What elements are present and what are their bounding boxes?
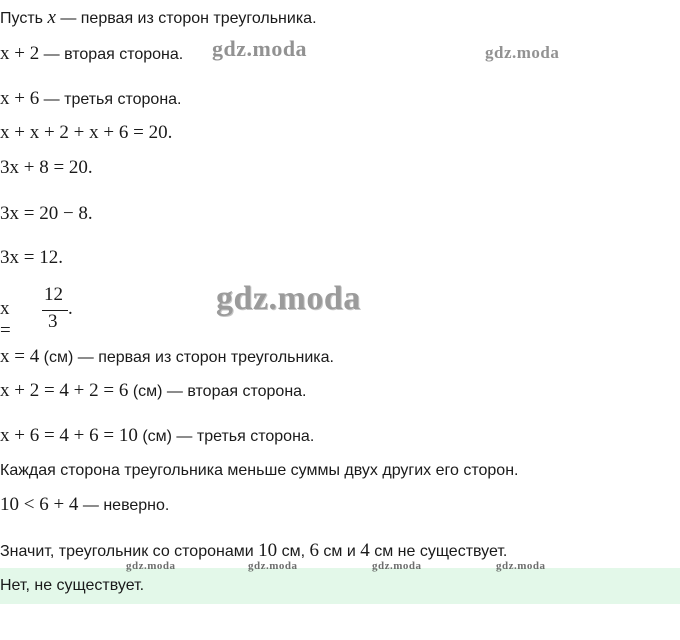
line-10: x + 2 = 4 + 2 = 6 (см) — вторая сторона.: [0, 380, 307, 401]
line-5: 3x + 8 = 20.: [0, 157, 93, 178]
line-6: 3x = 20 − 8.: [0, 203, 93, 224]
line-9: x = 4 (см) — первая из сторон треугольника.: [0, 346, 334, 367]
watermark: gdz.moda: [248, 560, 298, 572]
watermark: gdz.moda: [372, 560, 422, 572]
line-3: x + 6 — третья сторона.: [0, 88, 182, 109]
line-14: Значит, треугольник со сторонами 10 см, 6 см и 4 см не существует.: [0, 540, 508, 561]
answer-box: [0, 568, 680, 604]
line-7: 3x = 12.: [0, 247, 63, 268]
answer-text: Нет, не существует.: [0, 577, 145, 594]
watermark: gdz.moda: [212, 36, 308, 61]
line-1: Пусть x — первая из сторон треугольника.: [0, 7, 317, 28]
watermark: gdz.moda: [126, 560, 176, 572]
watermark: gdz.moda: [216, 280, 361, 317]
line-4: x + x + 2 + x + 6 = 20.: [0, 122, 173, 143]
watermark: gdz.moda: [485, 43, 560, 62]
line-2: x + 2 — вторая сторона.: [0, 43, 184, 64]
line-12: Каждая сторона треугольника меньше суммы двух других его сторон.: [0, 462, 519, 479]
line-13: 10 < 6 + 4 — неверно.: [0, 494, 170, 515]
watermark: gdz.moda: [496, 560, 546, 572]
line-11: x + 6 = 4 + 6 = 10 (см) — третья сторона.: [0, 425, 315, 446]
